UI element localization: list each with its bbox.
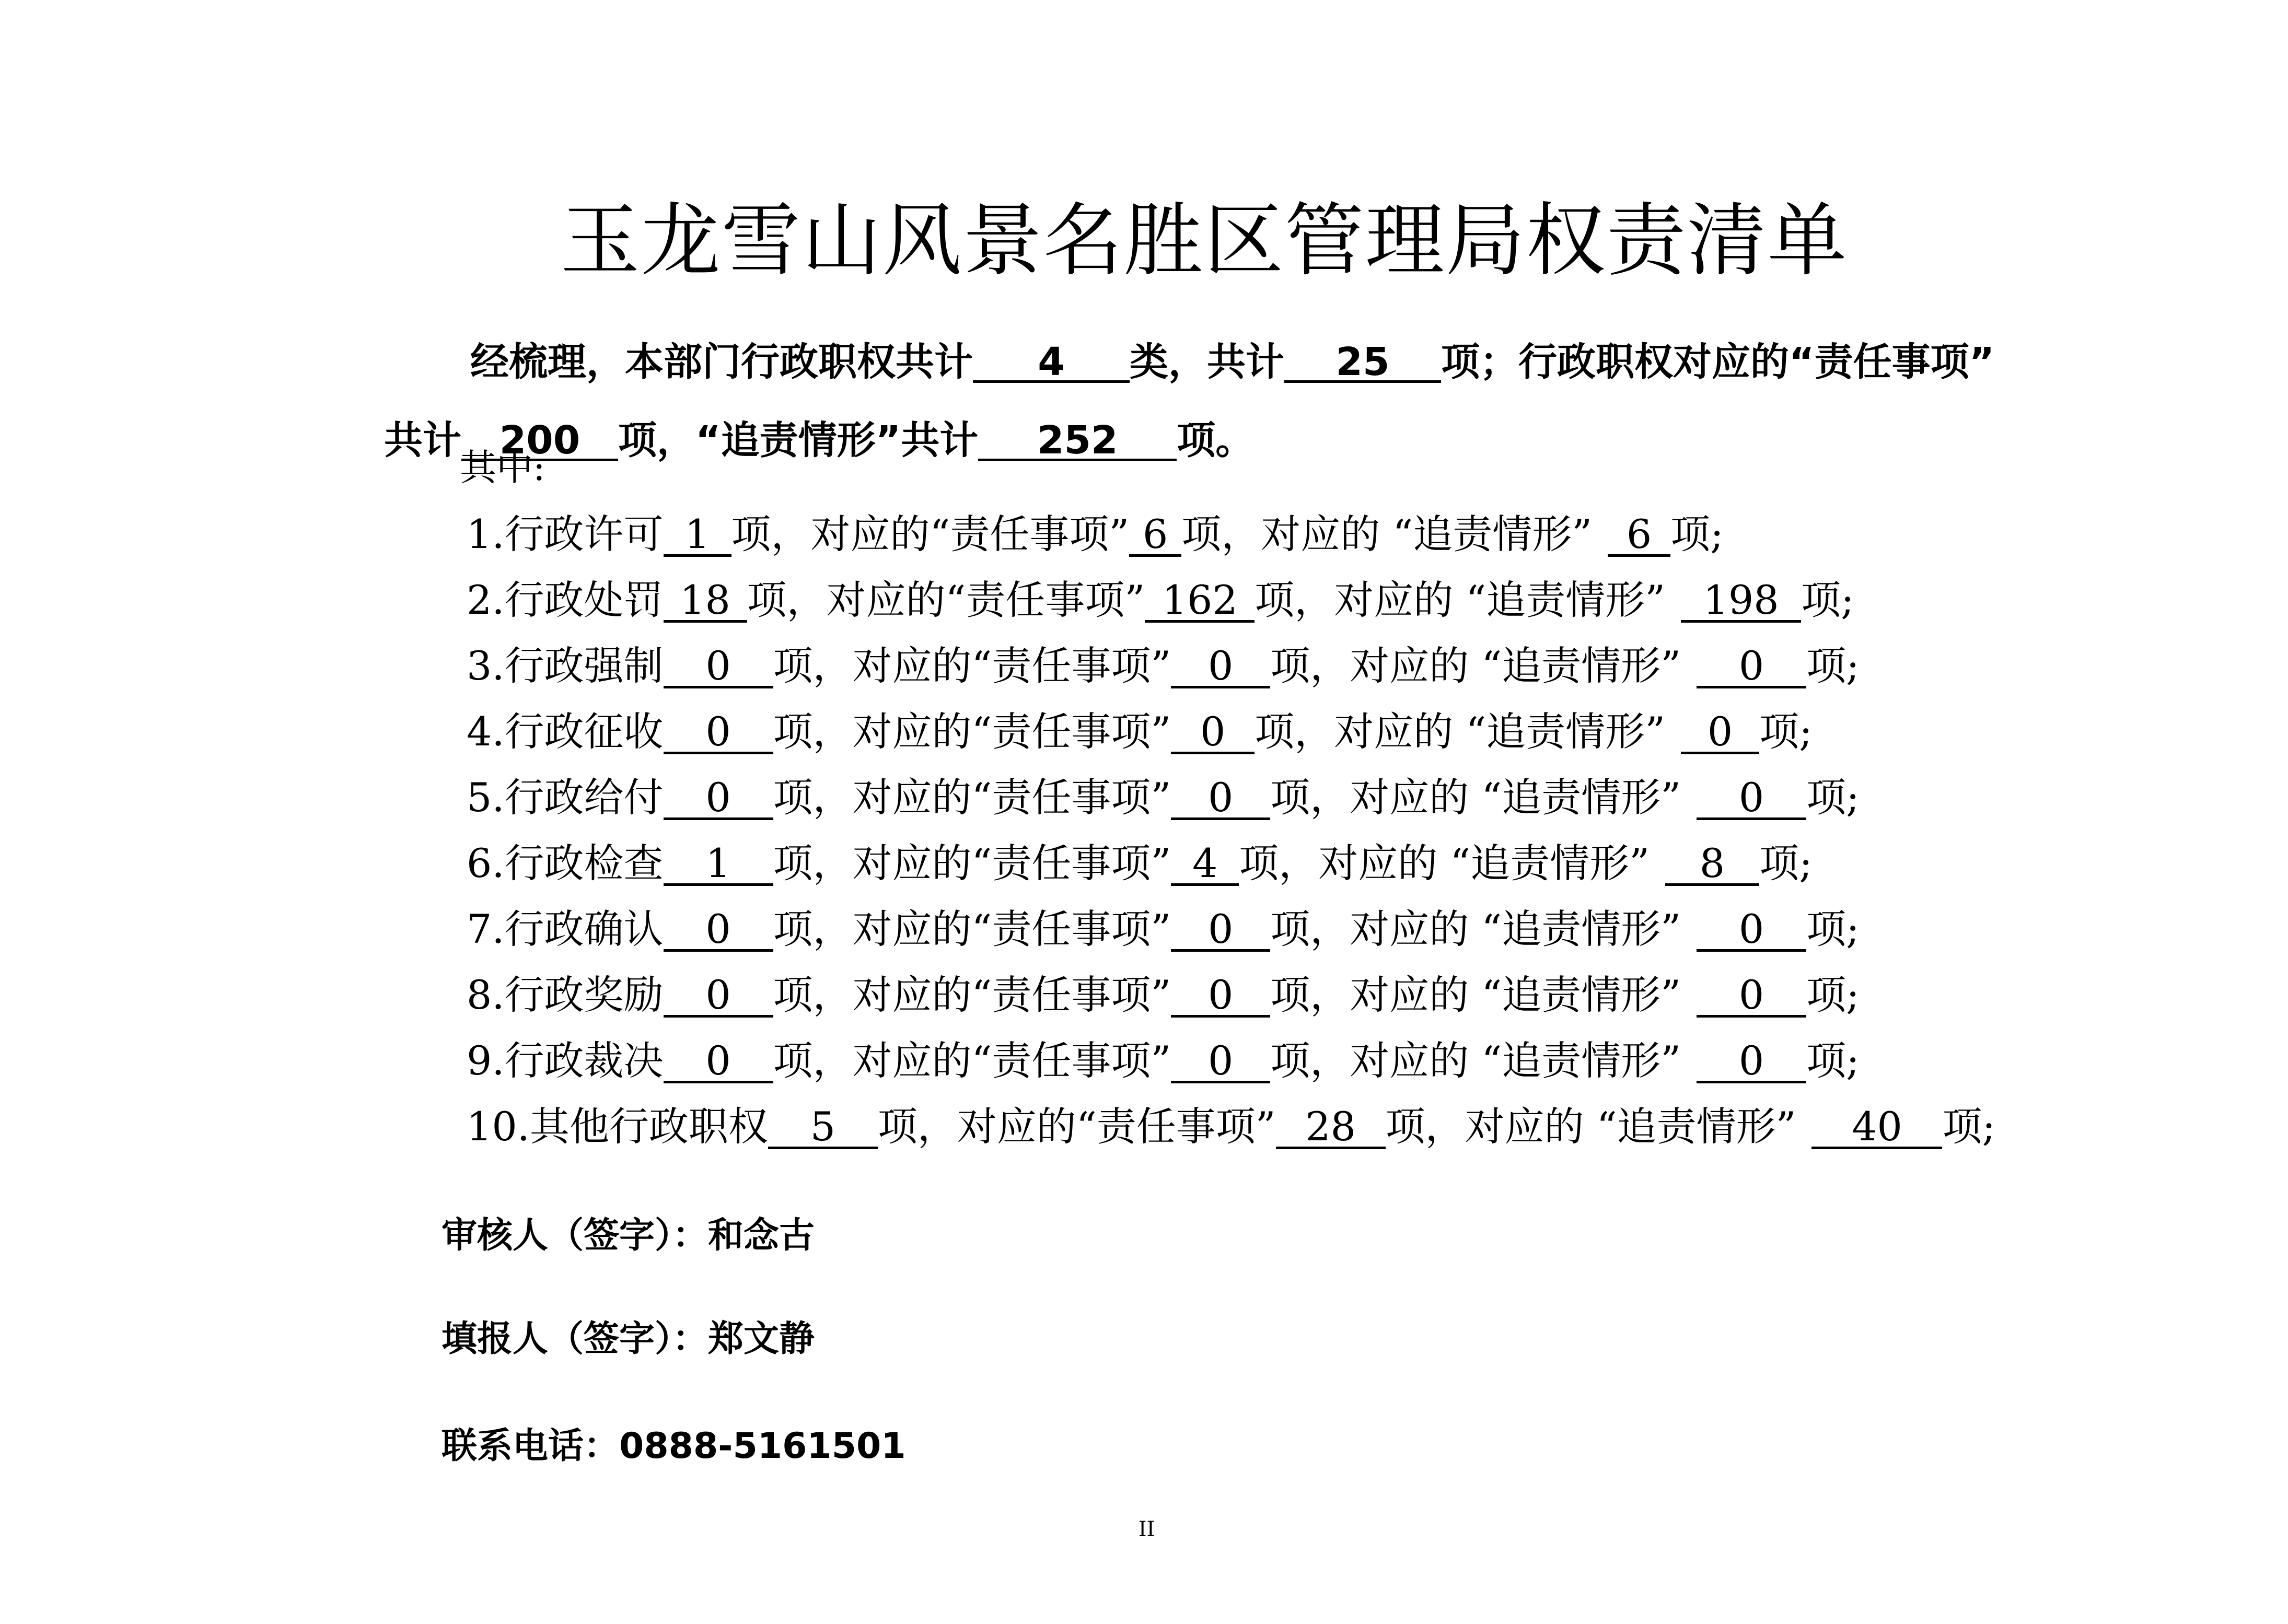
item-resp-count: 28 <box>1276 1107 1386 1149</box>
item-resp-count: 0 <box>1171 778 1270 820</box>
list-item <box>467 831 2243 896</box>
item-text: 项，对应的 “追责情形” <box>1270 906 1681 952</box>
summary-text: 经梳理，本部门行政职权共计 <box>470 340 973 384</box>
item-count: 0 <box>664 778 773 820</box>
summary-line-2 <box>384 401 2223 480</box>
item-count: 0 <box>664 909 773 952</box>
filler-signature: 填报人（签字）：郑文静 <box>442 1318 815 1360</box>
summary-text: 项，“追责情形”共计 <box>618 418 979 463</box>
list-item <box>467 1028 2243 1094</box>
categories-count: 4 <box>973 344 1130 383</box>
item-label: 2.行政处罚 <box>467 577 664 623</box>
item-text: 项; <box>1759 708 1813 755</box>
list-item <box>467 633 2243 699</box>
list-item <box>467 896 2243 962</box>
item-label: 1.行政许可 <box>467 511 664 557</box>
item-count: 0 <box>664 1041 773 1083</box>
summary-text: 类，共计 <box>1130 340 1284 384</box>
item-count: 18 <box>664 580 747 623</box>
item-resp-count: 162 <box>1145 580 1255 623</box>
item-text: 项，对应的 “追责情形” <box>1270 774 1681 821</box>
item-acc-count: 0 <box>1697 975 1806 1018</box>
item-text: 项，对应的 “追责情形” <box>1239 840 1650 886</box>
item-text: 项，对应的“责任事项” <box>747 577 1145 623</box>
item-text: 项，对应的 “追责情形” <box>1385 1103 1796 1150</box>
item-text: 项，对应的 “追责情形” <box>1270 642 1681 689</box>
items-total-count: 25 <box>1284 344 1441 383</box>
summary-paragraph <box>384 323 2223 480</box>
summary-text: 项。 <box>1177 418 1255 463</box>
item-resp-count: 0 <box>1171 909 1270 952</box>
item-text: 项; <box>1806 906 1860 952</box>
list-item <box>467 1094 2243 1160</box>
item-acc-count: 0 <box>1697 646 1806 688</box>
item-label: 9.行政裁决 <box>467 1037 664 1084</box>
item-count: 1 <box>664 844 773 886</box>
item-acc-count: 0 <box>1697 909 1806 952</box>
list-item <box>467 567 2243 633</box>
item-label: 7.行政确认 <box>467 906 664 952</box>
page-number: II <box>1138 1517 1155 1541</box>
item-label: 5.行政给付 <box>467 774 664 821</box>
item-text: 项; <box>1801 577 1854 623</box>
item-count: 0 <box>664 975 773 1018</box>
item-text: 项; <box>1806 972 1860 1018</box>
item-text: 项，对应的“责任事项” <box>731 511 1130 557</box>
item-text: 项; <box>1806 1037 1860 1084</box>
list-item <box>467 699 2243 765</box>
item-acc-count: 0 <box>1697 778 1806 820</box>
item-acc-count: 6 <box>1608 515 1670 557</box>
list-item <box>467 765 2243 831</box>
item-text: 项，对应的“责任事项” <box>773 708 1171 755</box>
responsibilities-total-count: 200 <box>461 422 618 461</box>
item-acc-count: 0 <box>1681 712 1759 754</box>
list-item <box>467 962 2243 1028</box>
item-text: 项; <box>1942 1103 1996 1150</box>
item-text: 项; <box>1806 642 1860 689</box>
item-label: 6.行政检查 <box>467 840 664 886</box>
item-acc-count: 198 <box>1681 580 1801 623</box>
item-label: 8.行政奖励 <box>467 972 664 1018</box>
item-resp-count: 6 <box>1129 515 1181 557</box>
item-acc-count: 8 <box>1665 844 1759 886</box>
item-text: 项，对应的“责任事项” <box>773 774 1171 821</box>
item-acc-count: 40 <box>1811 1107 1942 1149</box>
summary-line-1 <box>384 323 2223 401</box>
item-label: 4.行政征收 <box>467 708 664 755</box>
item-resp-count: 0 <box>1171 1041 1270 1083</box>
item-text: 项，对应的“责任事项” <box>773 840 1171 886</box>
contact-phone: 联系电话：0888-5161501 <box>442 1426 906 1467</box>
reviewer-signature: 审核人（签字）：和念古 <box>442 1215 815 1256</box>
item-resp-count: 0 <box>1171 646 1270 688</box>
list-item <box>467 501 2243 567</box>
power-items-list <box>467 501 2243 1160</box>
item-count: 5 <box>768 1107 878 1149</box>
item-resp-count: 4 <box>1171 844 1239 886</box>
accountability-total-count: 252 <box>978 422 1177 461</box>
item-text: 项，对应的 “追责情形” <box>1270 972 1681 1018</box>
item-resp-count: 0 <box>1171 712 1255 754</box>
item-count: 0 <box>664 712 773 754</box>
item-text: 项，对应的“责任事项” <box>773 972 1171 1018</box>
item-acc-count: 0 <box>1697 1041 1806 1083</box>
item-count: 0 <box>664 646 773 688</box>
note-label: 其中: <box>460 446 545 489</box>
item-text: 项，对应的 “追责情形” <box>1255 577 1666 623</box>
item-text: 项，对应的“责任事项” <box>773 642 1171 689</box>
document-title: 玉龙雪山风景名胜区管理局权责清单 <box>560 194 1848 287</box>
item-text: 项，对应的 “追责情形” <box>1270 1037 1681 1084</box>
item-text: 项，对应的“责任事项” <box>773 1037 1171 1084</box>
item-text: 项; <box>1806 774 1860 821</box>
summary-text: 项；行政职权对应的“责任事项” <box>1441 340 1995 384</box>
item-text: 项，对应的“责任事项” <box>773 906 1171 952</box>
item-resp-count: 0 <box>1171 975 1270 1018</box>
item-text: 项，对应的“责任事项” <box>877 1103 1276 1150</box>
item-text: 项，对应的 “追责情形” <box>1181 511 1593 557</box>
summary-text: 共计 <box>384 418 461 463</box>
item-text: 项; <box>1670 511 1724 557</box>
item-text: 项，对应的 “追责情形” <box>1255 708 1666 755</box>
item-label: 10.其他行政职权 <box>467 1103 768 1150</box>
item-label: 3.行政强制 <box>467 642 664 689</box>
item-count: 1 <box>664 515 731 557</box>
item-text: 项; <box>1759 840 1813 886</box>
